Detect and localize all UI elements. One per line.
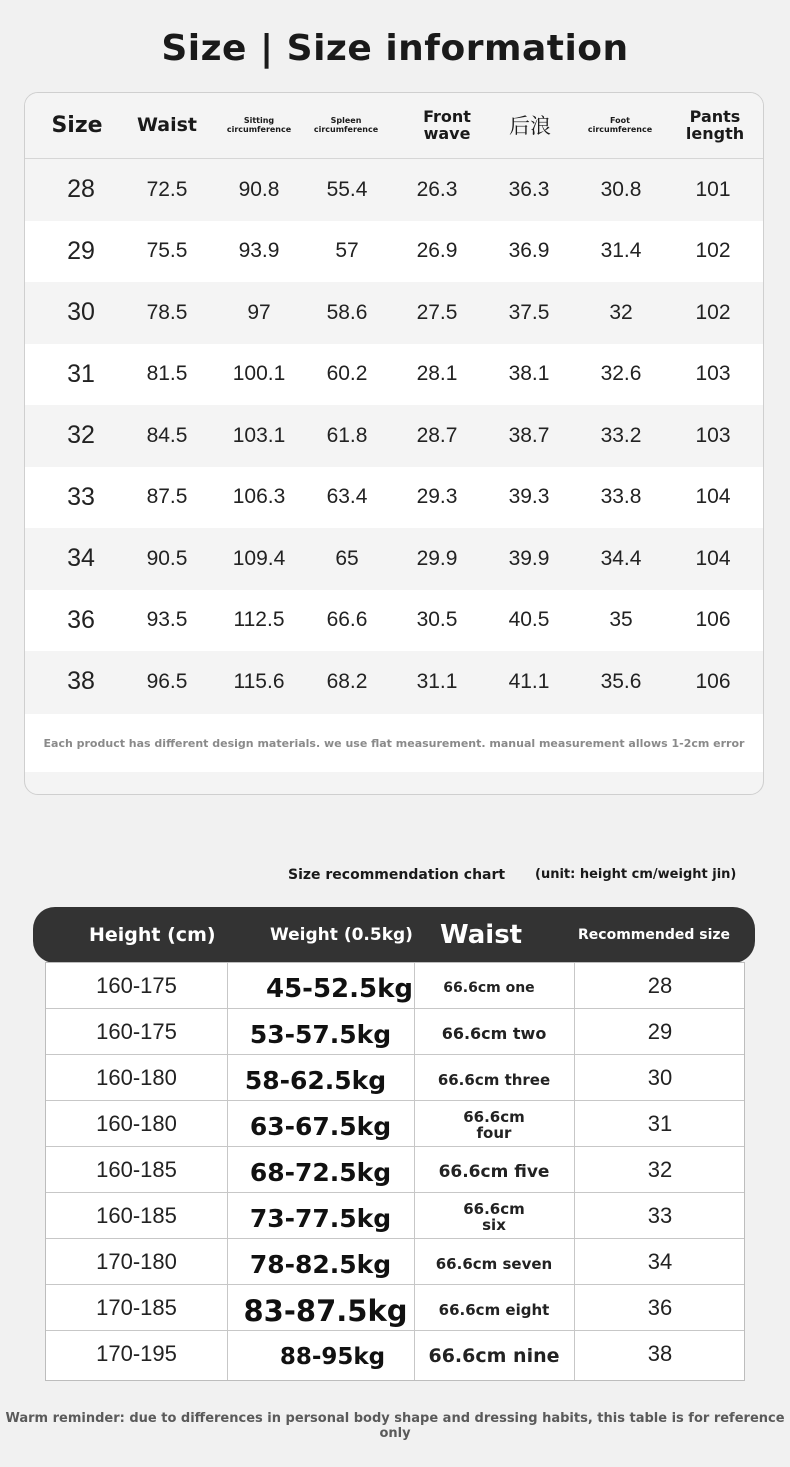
- header-height: Height (cm): [89, 924, 216, 946]
- measurement-cell: 102: [695, 239, 731, 263]
- measurement-cell: 26.9: [416, 239, 458, 263]
- measurement-cell: 106: [695, 669, 731, 693]
- waist-cell: 66.6cm one: [443, 980, 535, 997]
- height-cell: 160-185: [96, 1202, 177, 1228]
- measurement-cell: 32.6: [600, 362, 642, 386]
- measurement-cell: 101: [695, 177, 731, 201]
- measurement-cell: 29.9: [416, 546, 458, 570]
- measurement-cell: 29.3: [416, 485, 458, 509]
- measurement-cell: 106.3: [232, 485, 286, 509]
- height-cell: 160-175: [96, 1018, 177, 1044]
- recommendation-row: [46, 1239, 744, 1285]
- header-back-wave: 后浪: [509, 113, 551, 138]
- measurement-cell: 66.6: [326, 608, 368, 632]
- weight-cell: 83-87.5kg: [243, 1293, 408, 1328]
- measurement-cell: 38.1: [508, 362, 550, 386]
- waist-cell: 66.6cm eight: [438, 1300, 550, 1319]
- measurement-cell: 115.6: [233, 669, 285, 693]
- waist-cell: 66.6cm three: [437, 1070, 551, 1089]
- height-cell: 160-180: [96, 1110, 177, 1136]
- size-cell: 36: [67, 605, 95, 634]
- header-size: Size: [51, 113, 103, 139]
- measurement-cell: 106: [695, 608, 731, 632]
- weight-cell: 58-62.5kg: [244, 1066, 387, 1095]
- waist-cell: 66.6cm nine: [428, 1345, 560, 1368]
- header-waist: Waist: [136, 114, 197, 137]
- header-foot-circumference: Foot circumference: [587, 116, 653, 134]
- size-row: [25, 221, 763, 283]
- weight-cell: 45-52.5kg: [265, 973, 414, 1004]
- weight-cell: 78-82.5kg: [249, 1250, 392, 1279]
- measurement-cell: 112.5: [233, 608, 285, 632]
- recommended-size-cell: 36: [647, 1294, 673, 1320]
- measurement-note: Each product has different design materials. we use flat measurement. manual measurement allows 1-2cm error: [25, 714, 763, 772]
- measurement-cell: 31.4: [600, 239, 642, 263]
- measurement-cell: 103: [695, 362, 731, 386]
- measurement-cell: 103: [695, 423, 731, 447]
- recommended-size-cell: 29: [647, 1018, 673, 1044]
- measurement-cell: 97: [247, 300, 271, 324]
- size-information-table: [24, 92, 764, 795]
- recommendation-row: [46, 1331, 744, 1377]
- recommendation-row: [46, 1147, 744, 1193]
- size-row: [25, 282, 763, 344]
- recommendation-row: [46, 1101, 744, 1147]
- height-cell: 170-180: [96, 1248, 177, 1274]
- size-cell: 34: [67, 544, 95, 573]
- header-weight: Weight (0.5kg): [270, 925, 413, 945]
- measurement-cell: 31.1: [416, 669, 458, 693]
- header-recommended-size: Recommended size: [578, 927, 731, 943]
- measurement-cell: 63.4: [326, 485, 368, 509]
- recommended-size-cell: 31: [647, 1110, 673, 1136]
- height-cell: 160-185: [96, 1156, 177, 1182]
- header-spleen-circumference: Spleen circumference: [313, 116, 379, 134]
- measurement-cell: 36.9: [508, 239, 550, 263]
- measurement-cell: 87.5: [146, 485, 188, 509]
- recommended-size-cell: 32: [647, 1156, 673, 1182]
- recommendation-row: [46, 1193, 744, 1239]
- measurement-cell: 100.1: [232, 362, 286, 386]
- page-title: Size | Size information: [161, 28, 629, 69]
- size-cell: 31: [67, 359, 95, 388]
- measurement-cell: 90.8: [238, 177, 280, 201]
- header-sitting-circumference: Sitting circumference: [226, 116, 292, 134]
- measurement-cell: 27.5: [416, 300, 458, 324]
- measurement-cell: 75.5: [146, 239, 188, 263]
- waist-cell: 66.6cm two: [441, 1024, 547, 1044]
- measurement-cell: 36.3: [508, 177, 550, 201]
- measurement-cell: 61.8: [326, 423, 368, 447]
- measurement-cell: 58.6: [326, 300, 368, 324]
- measurement-cell: 104: [695, 546, 731, 570]
- weight-cell: 73-77.5kg: [249, 1204, 392, 1233]
- size-row: [25, 344, 763, 406]
- measurement-cell: 93.9: [238, 239, 280, 263]
- measurement-cell: 32: [609, 300, 633, 324]
- size-row: [25, 590, 763, 652]
- size-row: [25, 159, 763, 221]
- measurement-cell: 40.5: [508, 608, 550, 632]
- weight-cell: 63-67.5kg: [249, 1112, 392, 1141]
- header-waist-rec: Waist: [440, 920, 523, 950]
- measurement-cell: 81.5: [146, 362, 188, 386]
- recommended-size-cell: 34: [647, 1248, 673, 1274]
- size-cell: 38: [67, 667, 95, 696]
- size-cell: 33: [67, 482, 95, 511]
- measurement-cell: 109.4: [232, 546, 286, 570]
- measurement-cell: 28.7: [416, 423, 458, 447]
- header-front-wave: Front wave: [423, 107, 471, 143]
- measurement-cell: 65: [335, 546, 359, 570]
- measurement-cell: 41.1: [508, 669, 550, 693]
- measurement-cell: 93.5: [146, 608, 188, 632]
- recommendation-unit: (unit: height cm/weight jin): [535, 867, 737, 882]
- size-cell: 32: [67, 421, 95, 450]
- recommendation-header: [33, 907, 755, 963]
- measurement-cell: 39.3: [508, 485, 550, 509]
- weight-cell: 53-57.5kg: [249, 1020, 392, 1049]
- waist-cell: 66.6cm five: [438, 1161, 550, 1182]
- recommended-size-cell: 38: [647, 1341, 673, 1366]
- weight-cell: 68-72.5kg: [249, 1158, 392, 1187]
- size-cell: 28: [67, 175, 95, 204]
- height-cell: 170-185: [96, 1294, 177, 1320]
- height-cell: 160-175: [96, 972, 177, 998]
- measurement-cell: 39.9: [508, 546, 550, 570]
- waist-cell: 66.6cm six: [463, 1199, 525, 1234]
- measurement-cell: 35.6: [600, 669, 642, 693]
- size-cell: 29: [67, 236, 95, 265]
- measurement-cell: 57: [335, 239, 359, 263]
- measurement-cell: 102: [695, 300, 731, 324]
- measurement-cell: 103.1: [232, 423, 286, 447]
- height-cell: 160-180: [96, 1064, 177, 1090]
- measurement-cell: 96.5: [146, 669, 188, 693]
- recommended-size-cell: 28: [647, 972, 673, 998]
- measurement-cell: 33.8: [600, 485, 642, 509]
- size-row: [25, 467, 763, 529]
- measurement-cell: 34.4: [600, 546, 642, 570]
- measurement-cell: 35: [609, 608, 633, 632]
- recommendation-title: Size recommendation chart: [288, 867, 506, 883]
- measurement-cell: 55.4: [326, 177, 368, 201]
- recommendation-row: [46, 963, 744, 1009]
- waist-cell: 66.6cm four: [463, 1107, 525, 1142]
- measurement-cell: 84.5: [146, 423, 188, 447]
- recommendation-row: [46, 1009, 744, 1055]
- recommended-size-cell: 33: [647, 1202, 673, 1228]
- recommendation-row: [46, 1285, 744, 1331]
- measurement-cell: 37.5: [508, 300, 550, 324]
- recommendation-table: [45, 962, 745, 1381]
- measurement-cell: 30.8: [600, 177, 642, 201]
- measurement-cell: 30.5: [416, 608, 458, 632]
- size-row: [25, 405, 763, 467]
- height-cell: 170-195: [96, 1341, 177, 1366]
- measurement-cell: 33.2: [600, 423, 642, 447]
- waist-cell: 66.6cm seven: [435, 1254, 553, 1273]
- measurement-cell: 26.3: [416, 177, 458, 201]
- size-table-header: [25, 93, 763, 159]
- size-row: [25, 528, 763, 590]
- measurement-cell: 38.7: [508, 423, 550, 447]
- size-cell: 30: [67, 298, 95, 327]
- size-row: [25, 651, 763, 713]
- recommended-size-cell: 30: [647, 1064, 673, 1090]
- recommendation-row: [46, 1055, 744, 1101]
- measurement-cell: 68.2: [326, 669, 368, 693]
- measurement-cell: 72.5: [146, 177, 188, 201]
- measurement-cell: 104: [695, 485, 731, 509]
- weight-cell: 88-95kg: [279, 1344, 386, 1370]
- header-pants-length: Pants length: [685, 107, 745, 143]
- measurement-cell: 60.2: [326, 362, 368, 386]
- measurement-cell: 78.5: [146, 300, 188, 324]
- warm-reminder: Warm reminder: due to differences in personal body shape and dressing habits, this table is for reference only: [5, 1411, 785, 1441]
- measurement-cell: 90.5: [146, 546, 188, 570]
- measurement-cell: 28.1: [416, 362, 458, 386]
